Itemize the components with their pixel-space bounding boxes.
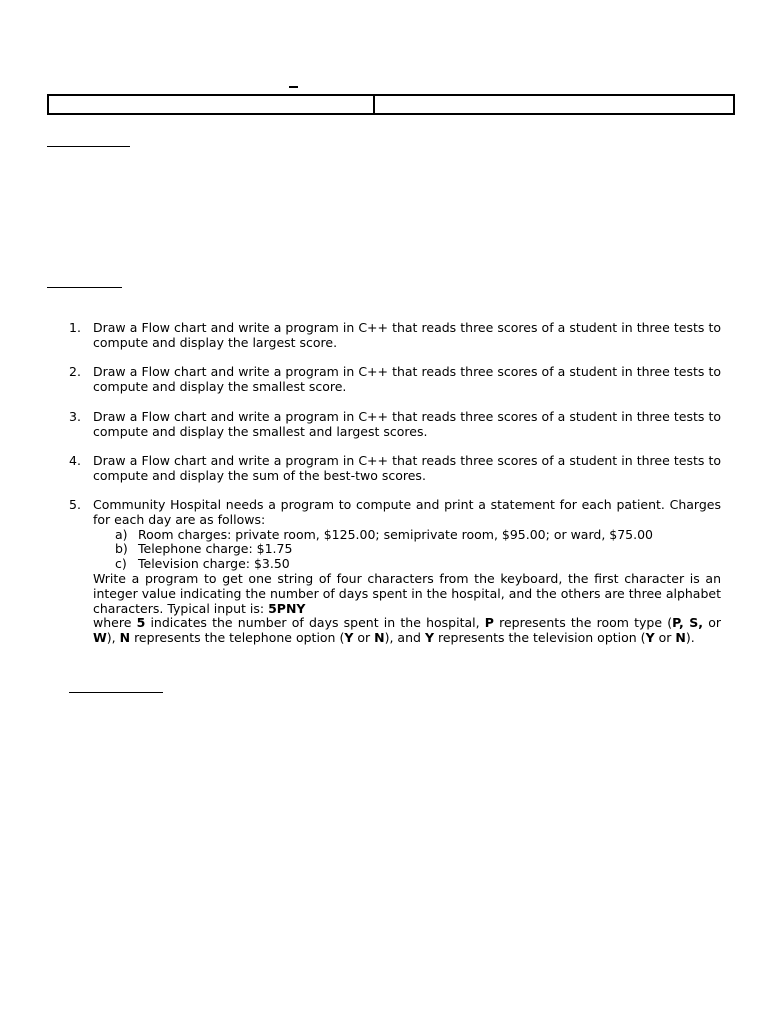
input-example: 5PNY bbox=[268, 600, 306, 616]
bold-term: N bbox=[374, 630, 385, 646]
question-text: Draw a Flow chart and write a program in C++ that reads three scores of a student in three tests to compute and display the sum of the best-two scores. bbox=[93, 453, 721, 483]
item-label: b) bbox=[115, 541, 128, 557]
bold-term: P bbox=[484, 615, 494, 631]
question-text: Draw a Flow chart and write a program in C++ that reads three scores of a student in three tests to compute and display the smallest score. bbox=[93, 364, 721, 394]
bold-term: Y bbox=[645, 630, 655, 646]
instructions-text: Write a program to get one string of four characters from the keyboard, the first character is an integer value indicating the number of days spent in the hospital, and the others are three alphabet characters. Typical input is: bbox=[93, 570, 721, 616]
bold-term: N bbox=[119, 630, 131, 646]
explanation-text: represents the room type ( bbox=[493, 615, 673, 631]
header-table bbox=[47, 94, 735, 115]
question-number: 5. bbox=[69, 497, 81, 512]
bold-term: Y bbox=[424, 630, 434, 646]
header-cell-left bbox=[49, 96, 375, 113]
bold-term: W bbox=[93, 630, 107, 646]
header-dash bbox=[289, 86, 298, 88]
explanation-text: represents the telephone option ( bbox=[130, 630, 345, 646]
explanation-text: or bbox=[654, 630, 676, 646]
question-1 bbox=[69, 321, 721, 351]
explanation-text: or bbox=[703, 615, 721, 631]
question-3 bbox=[69, 410, 721, 440]
item-text: Television charge: $3.50 bbox=[138, 556, 290, 572]
charge-item bbox=[115, 557, 721, 572]
question-text bbox=[93, 498, 721, 646]
explanation-text: ), bbox=[106, 630, 120, 646]
question-text: Draw a Flow chart and write a program in C++ that reads three scores of a student in three tests to compute and display the smallest and largest scores. bbox=[93, 409, 721, 439]
explanation-text: ). bbox=[685, 630, 695, 646]
explanation-paragraph bbox=[93, 616, 721, 646]
bold-term: Y bbox=[344, 630, 354, 646]
question-number: 1. bbox=[69, 320, 81, 335]
section-underline-2 bbox=[47, 287, 122, 288]
charge-item bbox=[115, 542, 721, 557]
question-intro: Community Hospital needs a program to compute and print a statement for each patient. Charges for each day are as follows: bbox=[93, 497, 721, 527]
question-text: Draw a Flow chart and write a program in C++ that reads three scores of a student in three tests to compute and display the largest score. bbox=[93, 320, 721, 350]
question-number: 2. bbox=[69, 364, 81, 379]
question-4 bbox=[69, 454, 721, 484]
charge-item bbox=[115, 528, 721, 543]
item-label: a) bbox=[115, 526, 128, 542]
explanation-text: or bbox=[353, 630, 375, 646]
question-number: 3. bbox=[69, 409, 81, 424]
item-text: Room charges: private room, $125.00; semiprivate room, $95.00; or ward, $75.00 bbox=[138, 526, 654, 542]
section-underline-3 bbox=[69, 692, 163, 693]
question-number: 4. bbox=[69, 453, 81, 468]
bold-term: 5 bbox=[136, 615, 146, 631]
explanation-text: ), and bbox=[384, 630, 425, 646]
question-5 bbox=[69, 498, 721, 646]
explanation-text: where bbox=[93, 615, 137, 631]
bold-term: P, S, bbox=[672, 615, 704, 631]
explanation-text: represents the television option ( bbox=[434, 630, 646, 646]
question-2 bbox=[69, 365, 721, 395]
header-cell-right bbox=[375, 96, 733, 113]
item-label: c) bbox=[115, 556, 127, 572]
bold-term: N bbox=[675, 630, 686, 646]
explanation-text: indicates the number of days spent in the hospital, bbox=[145, 615, 485, 631]
item-text: Telephone charge: $1.75 bbox=[138, 541, 293, 557]
section-underline-1 bbox=[47, 146, 130, 147]
instructions-paragraph bbox=[93, 572, 721, 616]
